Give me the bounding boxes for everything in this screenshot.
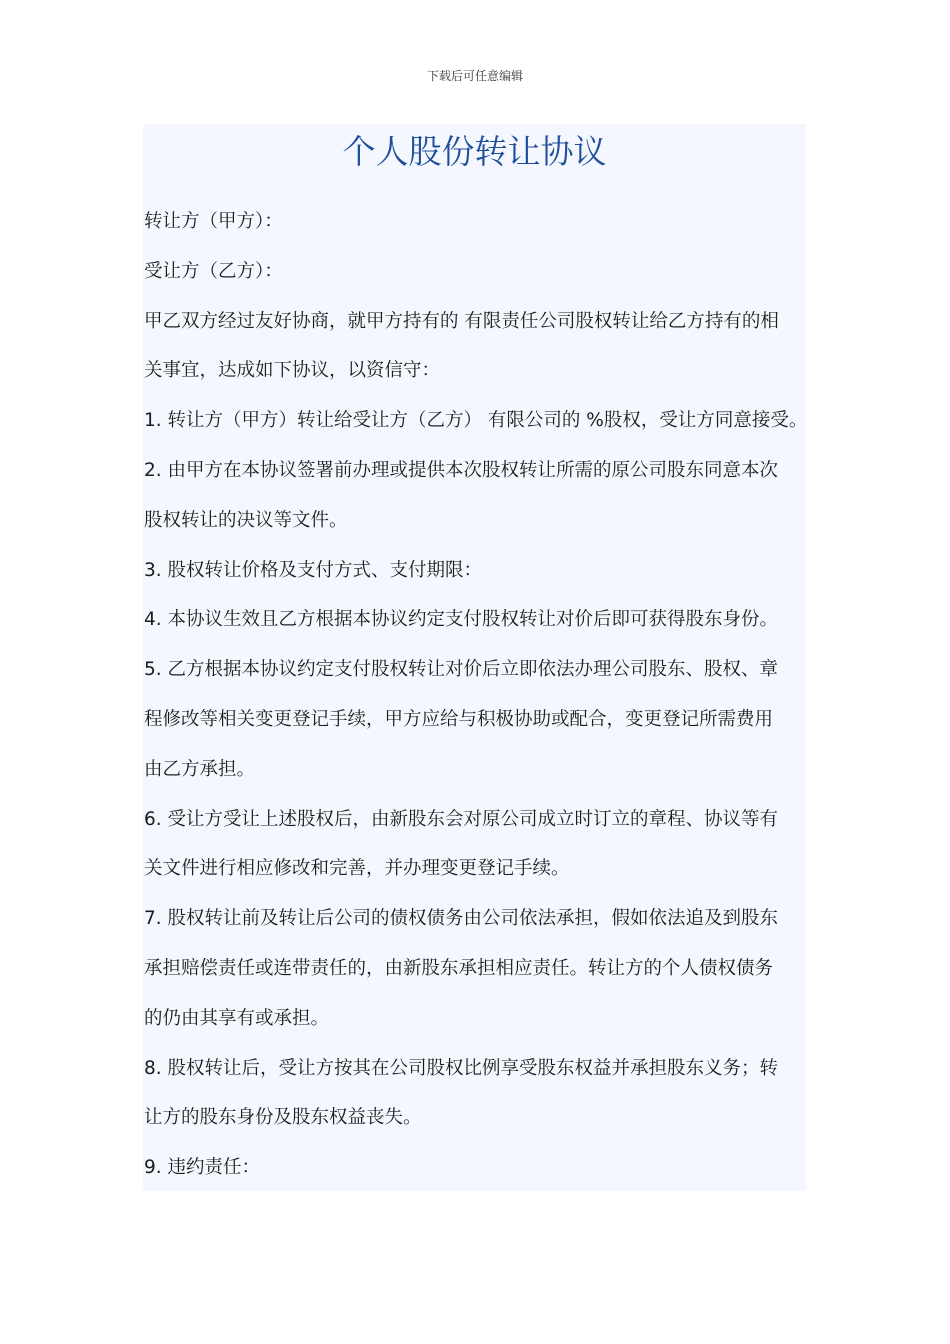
body-line: 7. 股权转让前及转让后公司的债权债务由公司依法承担，假如依法追及到股东 (144, 908, 779, 930)
body-line: 股权转让的决议等文件。 (144, 509, 348, 531)
body-line: 程修改等相关变更登记手续，甲方应给与积极协助或配合，变更登记所需费用 (144, 708, 774, 730)
document-title: 个人股份转让协议 (342, 132, 607, 171)
body-line: 让方的股东身份及股东权益丧失。 (144, 1107, 422, 1129)
body-line: 承担赔偿责任或连带责任的，由新股东承担相应责任。转让方的个人债权债务 (144, 957, 774, 979)
body-line: 9. 违约责任： (144, 1157, 261, 1179)
body-line: 4. 本协议生效且乙方根据本协议约定支付股权转让对价后即可获得股东身份。 (144, 609, 779, 631)
body-line: 2. 由甲方在本协议签署前办理或提供本次股权转让所需的原公司股东同意本次 (144, 459, 779, 481)
body-line: 的仍由其享有或承担。 (144, 1007, 330, 1029)
body-line: 5. 乙方根据本协议约定支付股权转让对价后立即依法办理公司股东、股权、章 (144, 659, 779, 681)
body-line: 1. 转让方（甲方）转让给受让方（乙方） 有限公司的 %股权，受让方同意接受。 (144, 410, 808, 432)
body-line: 甲乙双方经过友好协商，就甲方持有的 有限责任公司股权转让给乙方持有的相 (144, 310, 779, 332)
body-line: 关文件进行相应修改和完善，并办理变更登记手续。 (144, 858, 570, 880)
header-note: 下载后可任意编辑 (426, 69, 523, 83)
document-body (144, 208, 824, 1204)
body-line: 关事宜，达成如下协议，以资信守： (144, 360, 441, 382)
body-line: 转让方（甲方）： (144, 211, 283, 232)
body-line: 8. 股权转让后，受让方按其在公司股权比例享受股东权益并承担股东义务；转 (144, 1057, 779, 1079)
body-line: 受让方（乙方）： (144, 260, 283, 282)
body-line: 3. 股权转让价格及支付方式、支付期限： (144, 559, 483, 581)
body-line: 由乙方承担。 (144, 758, 256, 780)
body-line: 6. 受让方受让上述股权后，由新股东会对原公司成立时订立的章程、协议等有 (144, 808, 779, 830)
